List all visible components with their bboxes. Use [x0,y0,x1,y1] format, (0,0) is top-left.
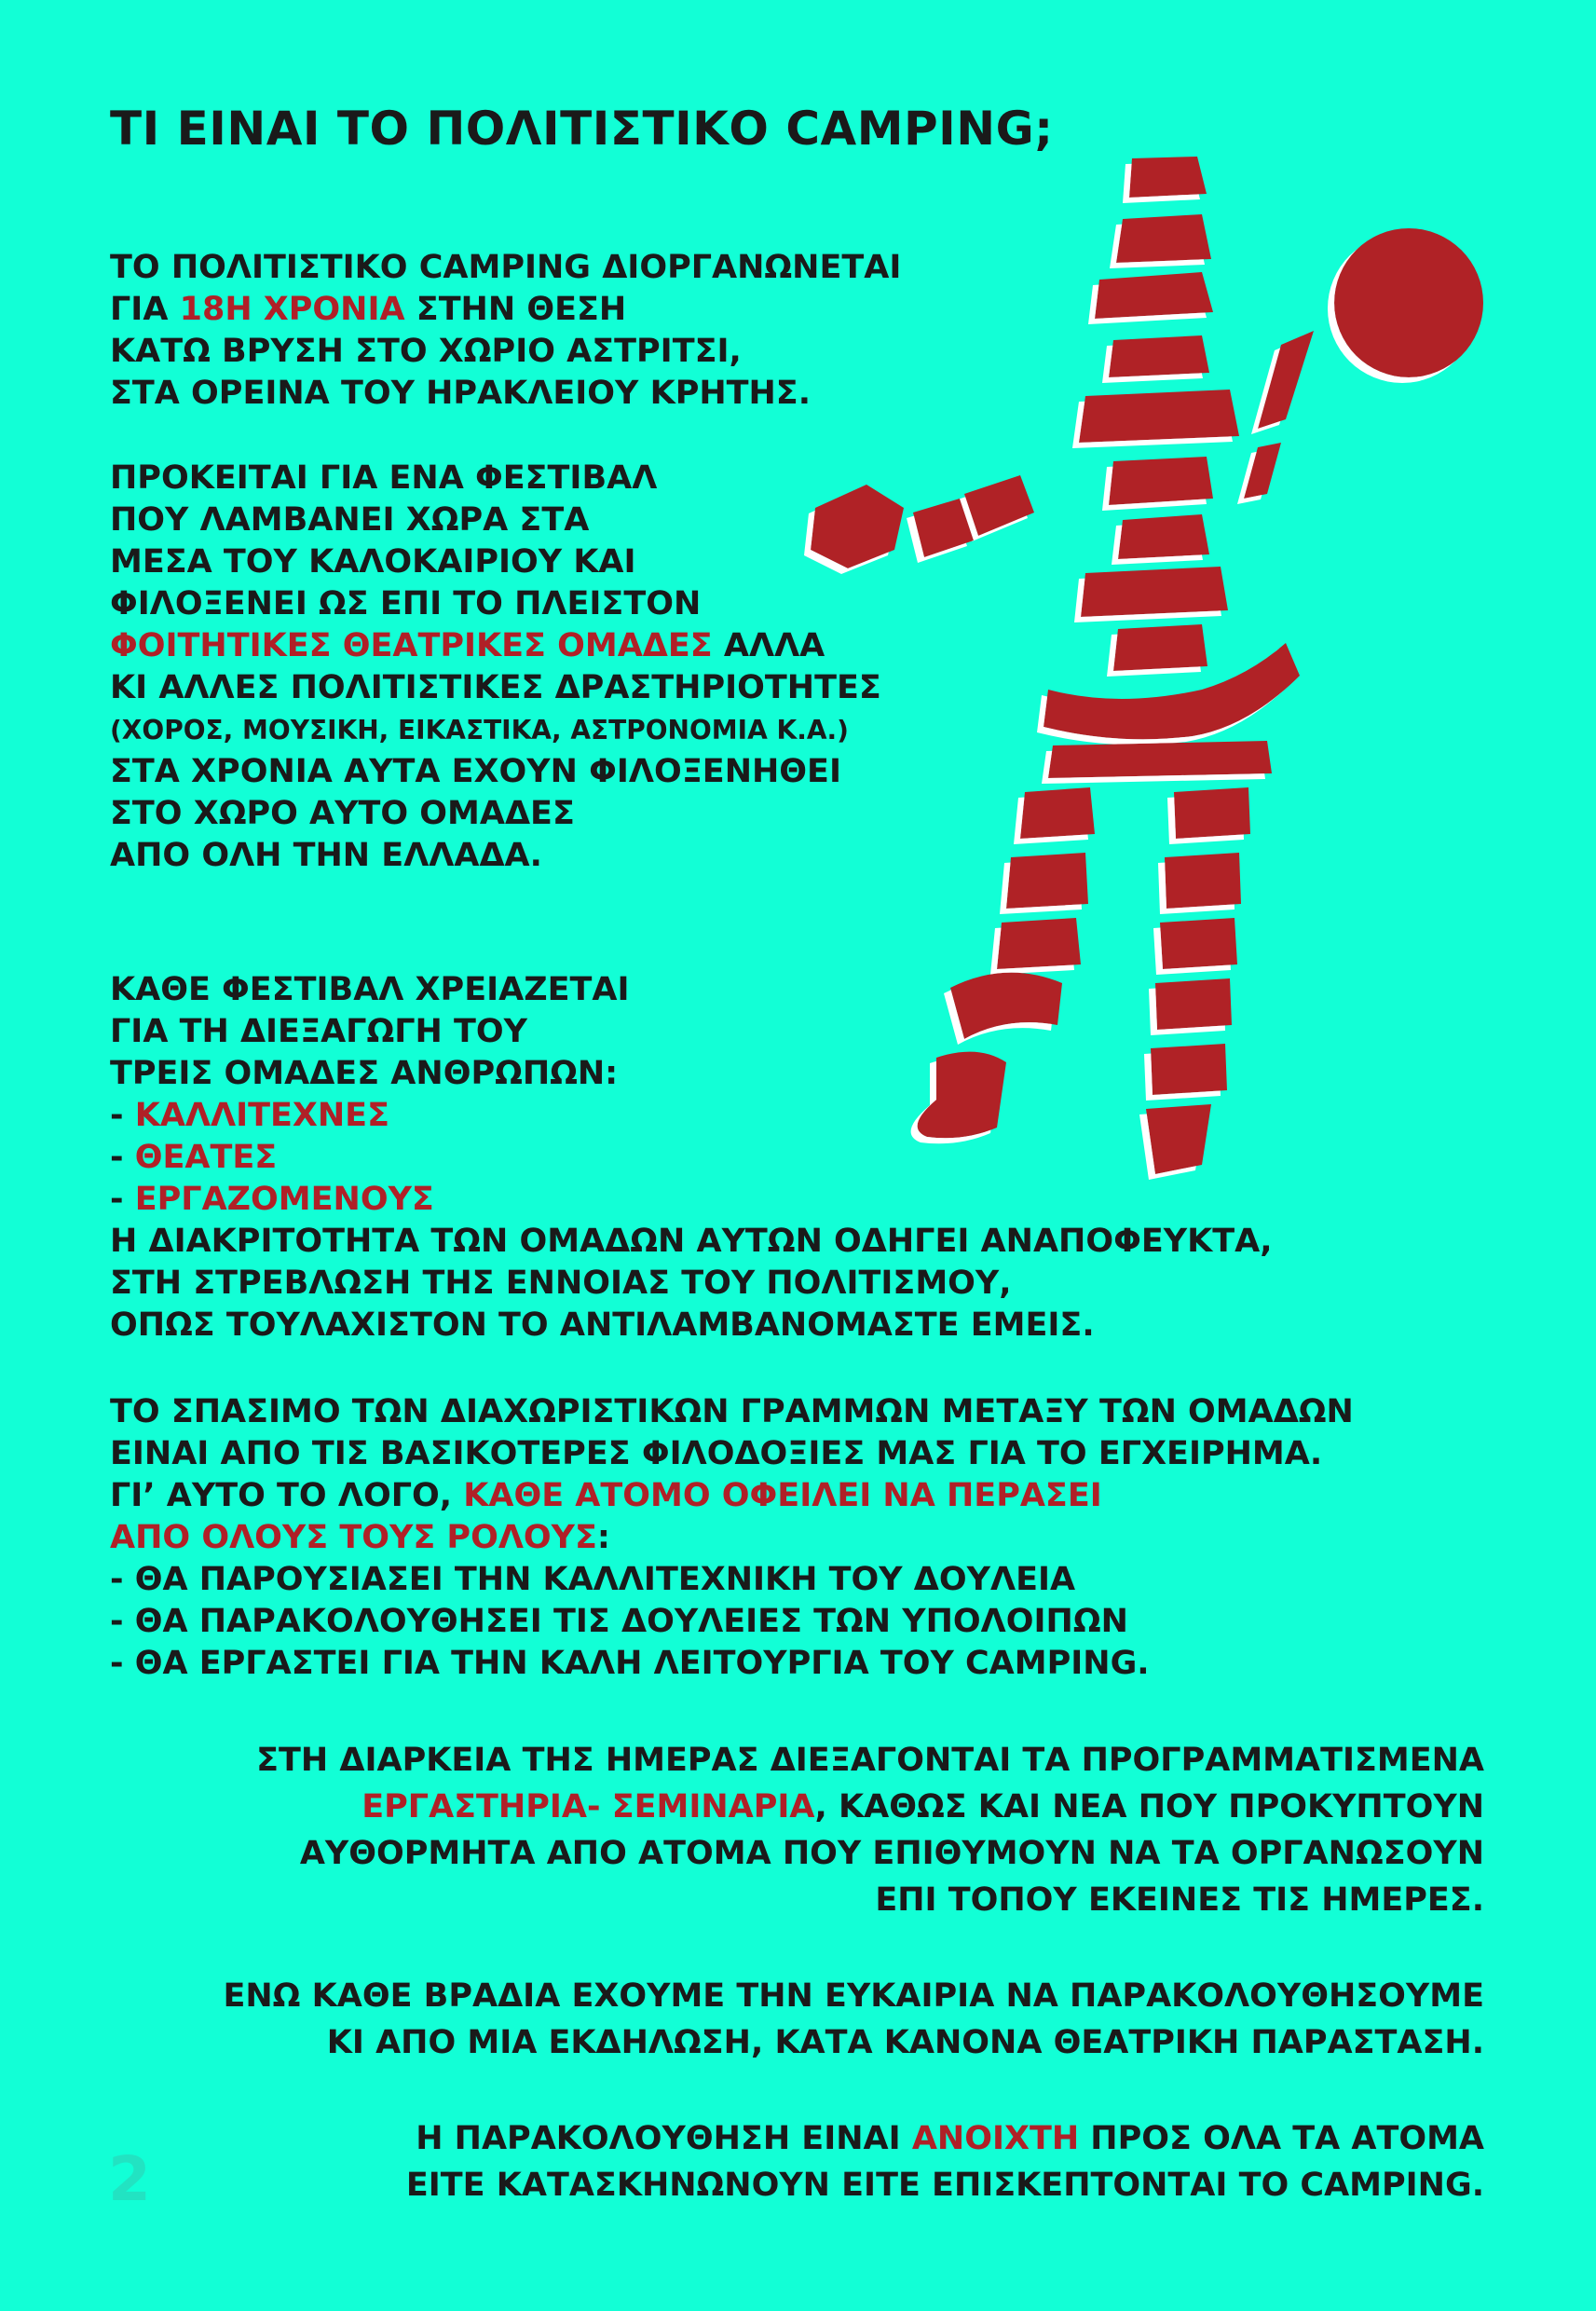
figure-illustration [764,140,1509,1193]
evening-line-1: ΕΝΩ ΚΑΘΕ ΒΡΑΔΙΑ ΕΧΟΥΜΕ ΤΗΝ ΕΥΚΑΙΡΙΑ ΝΑ ΠΑΡΑΚΟΛΟΥΘΗΣΟΥΜΕ [223,1977,1484,2015]
festival-line-5: ΦΟΙΤΗΤΙΚΕΣ ΘΕΑΤΡΙΚΕΣ ΟΜΑΔΕΣ ΑΛΛΑ [110,627,825,664]
foot-segment [1146,1104,1211,1174]
groups-line-1: ΚΑΘΕ ΦΕΣΤΙΒΑΛ ΧΡΕΙΑΖΕΤΑΙ [110,971,630,1008]
roles-line-5: - ΘΑ ΠΑΡΟΥΣΙΑΣΕΙ ΤΗΝ ΚΑΛΛΙΤΕΧΝΙΚΗ ΤΟΥ ΔΟΥΛΕΙΑ [110,1561,1076,1598]
group-item-artists: - ΚΑΛΛΙΤΕΧΝΕΣ [110,1097,390,1134]
highlight-every-person: ΚΑΘΕ ΑΤΟΜΟ ΟΦΕΙΛΕΙ ΝΑ ΠΕΡΑΣΕΙ [463,1477,1102,1514]
groups-line-7: Η ΔΙΑΚΡΙΤΟΤΗΤΑ ΤΩΝ ΟΜΑΔΩΝ ΑΥΤΩΝ ΟΔΗΓΕΙ ΑΝΑΠΟΦΕΥΚΤΑ, [110,1223,1273,1260]
torso-segment [1118,514,1209,559]
groups-line-2: ΓΙΑ ΤΗ ΔΙΕΞΑΓΩΓΗ ΤΟΥ [110,1013,527,1050]
highlight-student-theatre-groups: ΦΟΙΤΗΤΙΚΕΣ ΘΕΑΤΡΙΚΕΣ ΟΜΑΔΕΣ [110,627,713,664]
festival-line-8: ΣΤΑ ΧΡΟΝΙΑ ΑΥΤΑ ΕΧΟΥΝ ΦΙΛΟΞΕΝΗΘΕΙ [110,753,841,790]
intro-line-3: ΚΑΤΩ ΒΡΥΣΗ ΣΤΟ ΧΩΡΙΟ ΑΣΤΡΙΤΣΙ, [110,333,742,370]
leg-segment [1165,853,1241,909]
shoulder-segment [1109,457,1213,505]
pelvis-segment [1048,741,1272,778]
head-segment [1116,214,1211,263]
groups-line-8: ΣΤΗ ΣΤΡΕΒΛΩΣΗ ΤΗΣ ΕΝΝΟΙΑΣ ΤΟΥ ΠΟΛΙΤΙΣΜΟΥ, [110,1265,1012,1302]
festival-line-6: ΚΙ ΑΛΛΕΣ ΠΟΛΙΤΙΣΤΙΚΕΣ ΔΡΑΣΤΗΡΙΟΤΗΤΕΣ [110,669,881,706]
highlight-open: ΑΝΟΙΧΤΗ [911,2120,1080,2157]
group-item-spectators: - ΘΕΑΤΕΣ [110,1139,278,1176]
leg-segment [1155,978,1232,1030]
foot-segment [918,1052,1006,1139]
workshops-line-2: ΕΡΓΑΣΤΗΡΙΑ- ΣΕΜΙΝΑΡΙΑ, ΚΑΘΩΣ ΚΑΙ ΝΕΑ ΠΟΥ ΠΡΟΚΥΠΤΟΥΝ [361,1788,1484,1826]
festival-line-3: ΜΕΣΑ ΤΟΥ ΚΑΛΟΚΑΙΡΙΟΥ ΚΑΙ [110,543,636,581]
roles-paragraph [110,1391,1354,1685]
roles-line-6: - ΘΑ ΠΑΡΑΚΟΛΟΥΘΗΣΕΙ ΤΙΣ ΔΟΥΛΕΙΕΣ ΤΩΝ ΥΠΟΛΟΙΠΩΝ [110,1603,1128,1640]
festival-line-10: ΑΠΟ ΟΛΗ ΤΗΝ ΕΛΛΑΔΑ. [110,837,542,874]
head-segment [1095,272,1213,319]
torso-segment [1081,567,1228,617]
workshops-line-1: ΣΤΗ ΔΙΑΡΚΕΙΑ ΤΗΣ ΗΜΕΡΑΣ ΔΙΕΞΑΓΟΝΤΑΙ ΤΑ ΠΡΟΓΡΑΜΜΑΤΙΣΜΕΝΑ [256,1742,1484,1779]
highlight-all-roles: ΑΠΟ ΟΛΟΥΣ ΤΟΥΣ ΡΟΛΟΥΣ [110,1519,597,1556]
leg-segment [1020,787,1095,839]
festival-line-9: ΣΤΟ ΧΩΡΟ ΑΥΤΟ ΟΜΑΔΕΣ [110,795,575,832]
hand-segment [811,485,904,568]
roles-line-2: ΕΙΝΑΙ ΑΠΟ ΤΙΣ ΒΑΣΙΚΟΤΕΡΕΣ ΦΙΛΟΔΟΞΙΕΣ ΜΑΣ ΓΙΑ ΤΟ ΕΓΧΕΙΡΗΜΑ. [110,1435,1323,1472]
roles-line-1: ΤΟ ΣΠΑΣΙΜΟ ΤΩΝ ΔΙΑΧΩΡΙΣΤΙΚΩΝ ΓΡΑΜΜΩΝ ΜΕΤΑΞΥ ΤΩΝ ΟΜΑΔΩΝ [110,1393,1354,1430]
workshops-line-4: ΕΠΙ ΤΟΠΟΥ ΕΚΕΙΝΕΣ ΤΙΣ ΗΜΕΡΕΣ. [875,1881,1484,1919]
neck-segment [1109,335,1209,377]
intro-line-1: ΤΟ ΠΟΛΙΤΙΣΤΙΚΟ CAMPING ΔΙΟΡΓΑΝΩΝΕΤΑΙ [110,249,902,286]
page-number: 2 [108,2143,151,2215]
attendance-line-2: ΕΙΤΕ ΚΑΤΑΣΚΗΝΩΝΟΥΝ ΕΙΤΕ ΕΠΙΣΚΕΠΤΟΝΤΑΙ ΤΟ CAMPING. [405,2167,1484,2204]
attendance-paragraph [406,2115,1484,2208]
roles-line-7: - ΘΑ ΕΡΓΑΣΤΕΙ ΓΙΑ ΤΗΝ ΚΑΛΗ ΛΕΙΤΟΥΡΓΙΑ ΤΟΥ CAMPING. [110,1645,1150,1682]
group-item-workers: - ΕΡΓΑΖΟΜΕΝΟΥΣ [110,1181,434,1218]
roles-line-4: ΑΠΟ ΟΛΟΥΣ ΤΟΥΣ ΡΟΛΟΥΣ: [110,1519,610,1556]
festival-line-7: (ΧΟΡΟΣ, ΜΟΥΣΙΚΗ, ΕΙΚΑΣΤΙΚΑ, ΑΣΤΡΟΝΟΜΙΑ Κ.Α.) [110,715,849,745]
page-title: ΤΙ ΕΙΝΑΙ ΤΟ ΠΟΛΙΤΙΣΤΙΚΟ CAMPING; [110,102,1054,156]
groups-line-9: ΟΠΩΣ ΤΟΥΛΑΧΙΣΤΟΝ ΤΟ ΑΝΤΙΛΑΜΒΑΝΟΜΑΣΤΕ ΕΜΕΙΣ. [110,1306,1095,1344]
evening-paragraph [223,1973,1484,2066]
intro-line-2: ΓΙΑ 18Η ΧΡΟΝΙΑ ΣΤΗΝ ΘΕΣΗ [110,291,627,328]
leg-segment [1174,787,1250,839]
head-segment [1129,157,1207,198]
leg-segment [1160,918,1237,969]
torso-segment [1113,624,1207,671]
shoulder-segment [1079,390,1239,443]
arm-segment [913,499,974,557]
arm-segment [1244,443,1281,499]
highlight-18th-year: 18Η ΧΡΟΝΙΑ [179,291,405,328]
intro-line-4: ΣΤΑ ΟΡΕΙΝΑ ΤΟΥ ΗΡΑΚΛΕΙΟΥ ΚΡΗΤΗΣ. [110,375,812,412]
arm-segment [1258,331,1314,429]
roles-line-3: ΓΙ’ ΑΥΤΟ ΤΟ ΛΟΓΟ, ΚΑΘΕ ΑΤΟΜΟ ΟΦΕΙΛΕΙ ΝΑ ΠΕΡΑΣΕΙ [110,1477,1102,1514]
leg-segment [1151,1044,1227,1095]
leg-segment [1006,853,1088,909]
workshops-line-3: ΑΥΘΟΡΜΗΤΑ ΑΠΟ ΑΤΟΜΑ ΠΟΥ ΕΠΙΘΥΜΟΥΝ ΝΑ ΤΑ ΟΡΓΑΝΩΣΟΥΝ [299,1835,1484,1872]
highlight-workshops: ΕΡΓΑΣΤΗΡΙΑ- ΣΕΜΙΝΑΡΙΑ [361,1788,815,1826]
leg-segment [997,918,1081,969]
festival-line-1: ΠΡΟΚΕΙΤΑΙ ΓΙΑ ΕΝΑ ΦΕΣΤΙΒΑΛ [110,459,658,497]
groups-line-3: ΤΡΕΙΣ ΟΜΑΔΕΣ ΑΝΘΡΩΠΩΝ: [110,1055,619,1092]
festival-line-2: ΠΟΥ ΛΑΜΒΑΝΕΙ ΧΩΡΑ ΣΤΑ [110,501,590,539]
attendance-line-1: Η ΠΑΡΑΚΟΛΟΥΘΗΣΗ ΕΙΝΑΙ ΑΝΟΙΧΤΗ ΠΡΟΣ ΟΛΑ ΤΑ ΑΤΟΜΑ [416,2120,1484,2157]
arm-segment [964,475,1034,536]
leg-segment [950,973,1062,1039]
festival-line-4: ΦΙΛΟΞΕΝΕΙ ΩΣ ΕΠΙ ΤΟ ΠΛΕΙΣΤΟΝ [110,585,702,622]
workshops-paragraph [256,1737,1484,1923]
ball-icon [1334,228,1483,377]
evening-line-2: ΚΙ ΑΠΟ ΜΙΑ ΕΚΔΗΛΩΣΗ, ΚΑΤΑ ΚΑΝΟΝΑ ΘΕΑΤΡΙΚΗ ΠΑΡΑΣΤΑΣΗ. [326,2024,1484,2061]
